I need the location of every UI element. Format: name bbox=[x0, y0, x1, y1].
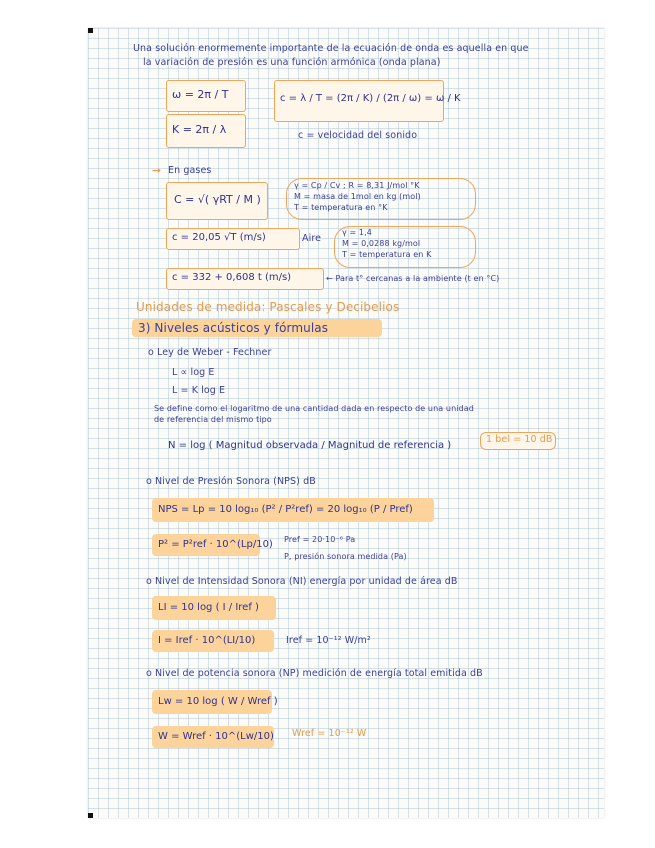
np-title: o Nivel de potencia sonora (NP) medición de energía total emitida dB bbox=[146, 668, 483, 679]
units-heading: Unidades de medida: Pascales y Decibelios bbox=[136, 300, 400, 314]
pref-value: Pref = 20·10⁻⁶ Pa bbox=[284, 535, 356, 544]
intro-line-2: la variación de presión es una función armónica (onda plana) bbox=[143, 57, 441, 68]
gas-legend-3: T = temperatura en °K bbox=[294, 203, 388, 212]
weber-formula-2: L = K log E bbox=[172, 385, 226, 396]
weber-formula-1: L ∝ log E bbox=[172, 367, 215, 378]
gas-legend-2: M = masa de 1mol en kg (mol) bbox=[294, 192, 421, 201]
w-formula: W = Wref · 10^(Lw/10) bbox=[158, 731, 274, 742]
notebook-page bbox=[88, 28, 604, 818]
intro-line-1: Una solución enormemente importante de la ecuación de onda es aquella en que bbox=[133, 43, 529, 54]
nps-formula: NPS = Lp = 10 log₁₀ (P² / P²ref) = 20 log₁₀ (P / Pref) bbox=[158, 504, 413, 515]
gas-legend-1: γ = Cp / Cv ; R = 8,31 J/mol °K bbox=[294, 181, 420, 190]
n-formula: N = log ( Magnitud observada / Magnitud de referencia ) bbox=[168, 440, 452, 451]
p-note: P, presión sonora medida (Pa) bbox=[284, 552, 407, 561]
i-formula: I = Iref · 10^(LI/10) bbox=[158, 635, 256, 646]
arrow-icon: ➙ bbox=[152, 164, 162, 177]
k-formula: K = 2π / λ bbox=[172, 123, 227, 136]
p2-formula: P² = P²ref · 10^(Lp/10) bbox=[158, 539, 273, 550]
c-definition: c = velocidad del sonido bbox=[298, 130, 418, 141]
c-ambient-note: ← Para t° cercanas a la ambiente (t en °C) bbox=[326, 274, 500, 283]
air-label: Aire bbox=[302, 233, 322, 244]
definition-line-1: Se define como el logaritmo de una cantidad dada en respecto de una unidad bbox=[154, 404, 474, 413]
corner-mark bbox=[88, 813, 93, 818]
omega-formula: ω = 2π / T bbox=[172, 88, 229, 101]
definition-line-2: de referencia del mismo tipo bbox=[154, 415, 272, 424]
c-air-formula: c = 20,05 √T (m/s) bbox=[172, 232, 266, 243]
weber-title: o Ley de Weber - Fechner bbox=[148, 347, 272, 358]
c-formula: c = λ / T = (2π / K) / (2π / ω) = ω / K bbox=[280, 93, 461, 104]
gases-heading: En gases bbox=[168, 165, 212, 176]
air-legend-2: M = 0,0288 kg/mol bbox=[342, 239, 421, 248]
bel-conversion: 1 bel = 10 dB bbox=[486, 434, 553, 445]
lw-formula: Lw = 10 log ( W / Wref ) bbox=[158, 696, 278, 707]
corner-mark bbox=[88, 28, 93, 33]
ni-title: o Nivel de Intensidad Sonora (NI) energía por unidad de área dB bbox=[146, 576, 458, 587]
li-formula: LI = 10 log ( I / Iref ) bbox=[158, 602, 259, 613]
c-ambient-formula: c = 332 + 0,608 t (m/s) bbox=[172, 272, 292, 283]
c-gas-formula: C = √( γRT / M ) bbox=[174, 193, 261, 206]
iref-value: Iref = 10⁻¹² W/m² bbox=[286, 635, 371, 646]
air-legend-1: γ = 1,4 bbox=[342, 228, 372, 237]
nps-title: o Nivel de Presión Sonora (NPS) dB bbox=[146, 476, 316, 487]
section-title: 3) Niveles acústicos y fórmulas bbox=[138, 321, 329, 335]
wref-value: Wref = 10⁻¹² W bbox=[292, 728, 367, 739]
air-legend-3: T = temperatura en K bbox=[342, 250, 432, 259]
